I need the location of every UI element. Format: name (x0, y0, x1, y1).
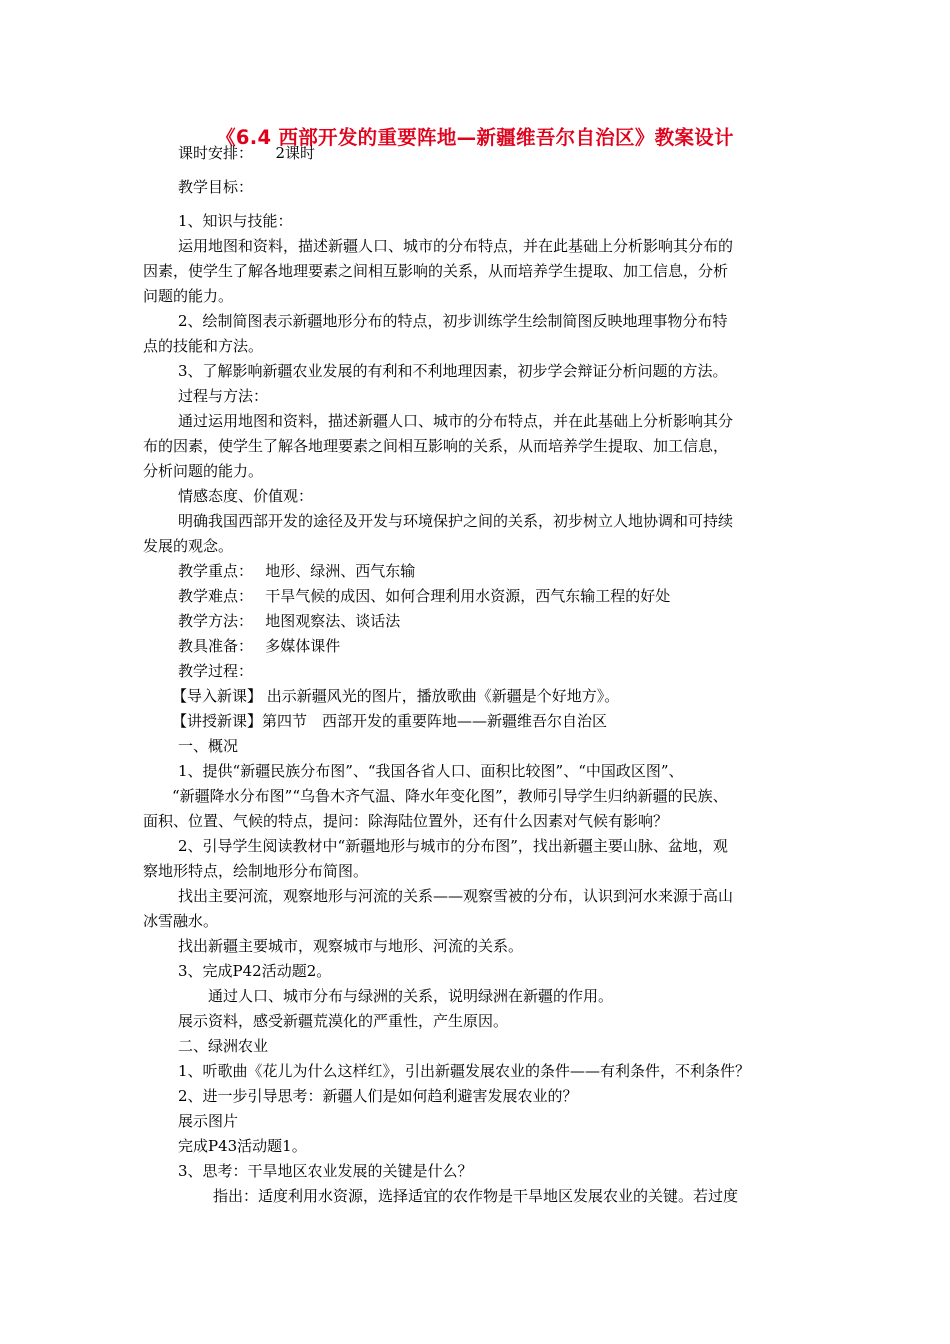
text-line: 教学目标： (178, 178, 254, 196)
text-line: 完成P43活动题1。 (178, 1137, 307, 1155)
text-line: 教学过程： (178, 662, 254, 680)
text-line: 通过人口、城市分布与绿洲的关系，说明绿洲在新疆的作用。 (208, 987, 614, 1005)
text-line: 教具准备： 多媒体课件 (178, 637, 341, 655)
text-line: 找出新疆主要城市，观察城市与地形、河流的关系。 (178, 937, 524, 955)
text-line: 3、了解影响新疆农业发展的有利和不利地理因素，初步学会辩证分析问题的方法。 (178, 362, 728, 380)
text-line: 展示资料，感受新疆荒漠化的严重性，产生原因。 (178, 1012, 509, 1030)
text-line: 明确我国西部开发的途径及开发与环境保护之间的关系，初步树立人地协调和可持续 (178, 512, 734, 530)
text-line: 情感态度、价值观： (178, 487, 314, 505)
text-line: 2、引导学生阅读教材中“新疆地形与城市的分布图”，找出新疆主要山脉、盆地，观 (178, 837, 728, 855)
text-line: 运用地图和资料，描述新疆人口、城市的分布特点，并在此基础上分析影响其分布的 (178, 237, 734, 255)
text-line: 发展的观念。 (143, 537, 234, 555)
text-line: 冰雪融水。 (143, 912, 219, 930)
text-line: 指出：适度利用水资源，选择适宜的农作物是干旱地区发展农业的关键。若过度 (213, 1187, 739, 1205)
text-line: 展示图片 (178, 1112, 239, 1130)
text-line: 一、概况 (178, 737, 239, 755)
text-line: 分析问题的能力。 (143, 462, 264, 480)
text-line: 布的因素，使学生了解各地理要素之间相互影响的关系，从而培养学生提取、加工信息， (143, 437, 729, 455)
text-line: 【讲授新课】第四节 西部开发的重要阵地——新疆维吾尔自治区 (172, 712, 608, 730)
text-line: 过程与方法： (178, 387, 269, 405)
text-line: 1、提供“新疆民族分布图”、“我国各省人口、面积比较图”、“中国政区图”、 (178, 762, 684, 780)
text-line: 点的技能和方法。 (143, 337, 264, 355)
text-line: 2、进一步引导思考：新疆人们是如何趋利避害发展农业的？ (178, 1087, 578, 1105)
text-line: 通过运用地图和资料，描述新疆人口、城市的分布特点，并在此基础上分析影响其分 (178, 412, 734, 430)
text-line: 2、绘制简图表示新疆地形分布的特点，初步训练学生绘制简图反映地理事物分布特 (178, 312, 728, 330)
text-line: 【导入新课】 出示新疆风光的图片，播放歌曲《新疆是个好地方》。 (172, 687, 620, 705)
text-line: 二、绿洲农业 (178, 1037, 269, 1055)
text-line: 教学方法： 地图观察法、谈话法 (178, 612, 401, 630)
text-line: 问题的能力。 (143, 287, 234, 305)
text-line: 3、完成P42活动题2。 (178, 962, 332, 980)
text-line: 1、知识与技能： (178, 212, 293, 230)
text-line: 教学难点： 干旱气候的成因、如何合理利用水资源，西气东输工程的好处 (178, 587, 671, 605)
text-line: “新疆降水分布图”“乌鲁木齐气温、降水年变化图”，教师引导学生归纳新疆的民族、 (172, 787, 728, 805)
text-line: 课时安排： 2课时 (178, 144, 316, 162)
document-title: 《6.4 西部开发的重要阵地—新疆维吾尔自治区》教案设计 (216, 126, 734, 149)
text-line: 3、思考：干旱地区农业发展的关键是什么？ (178, 1162, 473, 1180)
text-line: 找出主要河流，观察地形与河流的关系——观察雪被的分布，认识到河水来源于高山 (178, 887, 734, 905)
text-line: 1、听歌曲《花儿为什么这样红》，引出新疆发展农业的条件——有利条件，不利条件？ (178, 1062, 751, 1080)
text-line: 教学重点： 地形、绿洲、西气东输 (178, 562, 416, 580)
text-line: 因素，使学生了解各地理要素之间相互影响的关系，从而培养学生提取、加工信息，分析 (143, 262, 729, 280)
text-line: 面积、位置、气候的特点，提问：除海陆位置外，还有什么因素对气候有影响？ (143, 812, 669, 830)
text-line: 察地形特点，绘制地形分布简图。 (143, 862, 369, 880)
